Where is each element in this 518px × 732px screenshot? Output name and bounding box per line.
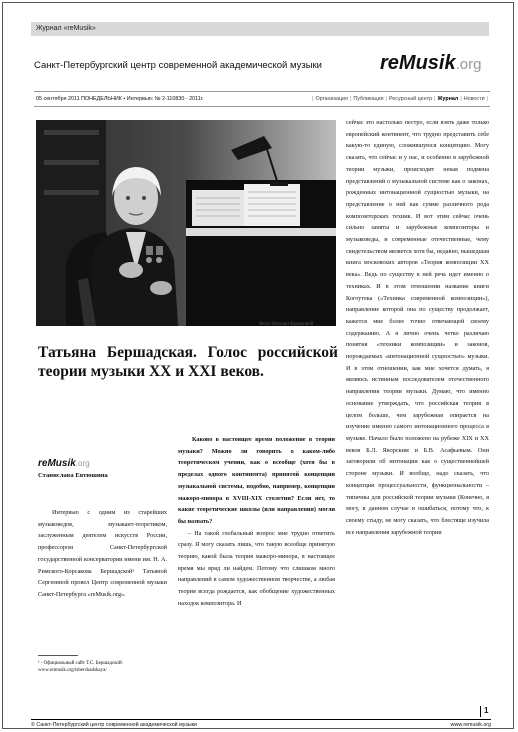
issue-info: 05 сентября 2011 ПОНЕДЕЛЬНИК • Интервью: № 2-110830 - 2011г. (36, 96, 204, 102)
nav-separator: | (312, 96, 314, 102)
author-logo-suffix: .org (75, 459, 90, 468)
portrait-photo (36, 120, 336, 326)
photo-credit: Фото Натальи Кравцовой (259, 322, 314, 327)
intro-paragraph: Интервью с одним из старейших музыковедов, музыкант-теоретиком, заслуженным деятелем искусств России, профессором Санкт-Петербургской государственной консерватории имени им. Н. А. Римского-Корсакова Бершадской¹ Татьяной Сергеевной провел Центр современной музыки Санкт-Петербурга «reMusik.org». (38, 509, 167, 598)
author-name: Станислава Евтюшина (38, 472, 108, 479)
footer-rule (31, 719, 491, 720)
interview-answer-continued: сейчас это настолько пестро, если взять даже только европейский континент, что трудно представить себе какую-то единую, сложившуюся концепцию. Могу сказать, что сейчас и у нас, и особенно в зарубежной теории музыки, происходит некая подмена представлений о музыкальной системе как о законах, рожденных интонационной сущностью музыки, на представление о ней как сумме различного рода композиторских техник. И вот этим сейчас очень сильно заняты и зарубежные композиторы и музыковеды, и современные отечественные, чему свидетельством является хотя бы, недавно, вышедшая книга московских авторов «Теория композиции XX века». Ведь по существу в ней речь идет именно о техниках. И в этом отношении название книги Когоутека («Техника современной композиции»), направление которой она по существу продолжает, кажется мне более точно отвечающей своему содержанию. А я лично очень четко различаю понятия «техники композиции» и законов, порождаемых «интонационной сущностью» музыки. И в этом отношении, как мне хочется думать, я являюсь истинным последователем отечественного направления теории музыки. Думаю, что именно основание утверждать, что российская теория в целом больше, чем зарубежная опирается на изучение именно самого интонационного процесса в музыке. Начало было положено на рубеже XIX и XX веков Б.Л. Яворским и Б.В. Асафьевым. Они заговорили об интонации как о существеннейшей стороне музыки. И вообще, надо сказать, что концепции процессуальности, функциональности – типичны для российской теории музыки (Конечно, я могу, в данном случае и ошибаться, потому что, к своему стыду, не могу сказать, что блестяще изучила все направления зарубежной теории (346, 119, 489, 536)
nav-item-resource-center[interactable]: Ресурсный центр (388, 96, 433, 102)
journal-bar (31, 22, 489, 36)
footnote: ¹ - Официальный сайт Т.С. Бершадской: www.remusik.org/tsbershadskaya/ (38, 661, 123, 673)
nav-item-news[interactable]: Новости (463, 96, 485, 102)
footer-site-link[interactable]: www.remusik.org (450, 722, 491, 728)
interview-column-middle (178, 434, 335, 610)
nav-item-organization[interactable]: Организация (315, 96, 348, 102)
footnote-rule (38, 655, 78, 656)
interview-question: Каково в настоящее время положение в теории музыки? Можно ли говорить о каком-либо теоретическом учении, как о всеобще (хотя бы в пределах одного континента) принятой концепции музыкальной системы, подобно, например, концепции мажоро-минора в XVIII-XIX столетии? Если нет, то какие теоретические школы (или направления) могли бы назвать? (178, 436, 335, 525)
page-number: 1 (484, 706, 489, 715)
journal-label: Журнал «reMusik» (36, 25, 96, 32)
nav-separator: | (385, 96, 387, 102)
portrait-photo-graphic (36, 120, 336, 326)
article-headline: Татьяна Бершадская. Голос российской теории музыки XX и XXI веков. (38, 344, 338, 380)
nav-separator: | (460, 96, 462, 102)
intro-column (38, 507, 167, 601)
nav-separator: | (349, 96, 352, 102)
center-title: Санкт-Петербургский центр современной академической музыки (34, 60, 322, 71)
remusik-logo[interactable] (380, 52, 481, 75)
site-nav (312, 92, 488, 106)
nav-item-publication[interactable]: Публикация (353, 96, 384, 102)
page-number-divider (480, 706, 481, 717)
interview-answer-start: – На такой глобальный вопрос мне трудно ответить сразу. Я могу сказать лишь, что такую всеобще принятую теорию, какой была теория мажоро-минора, в настоящее время мы вряд ли найдем. Потому что слишком много направлений в самом художественном творчестве, а любая теория всегда рождается, как обобщение художественных находок композитора. И (178, 529, 335, 607)
footer-copyright: © Санкт-Петербургский центр современной академической музыки (31, 722, 197, 728)
author-logo-main: reMusik (38, 458, 76, 469)
logo-suffix: .org (455, 56, 482, 73)
interview-column-right (346, 117, 489, 538)
author-logo (38, 453, 90, 471)
nav-item-journal[interactable]: Журнал (437, 96, 459, 102)
nav-separator: | (434, 96, 436, 102)
logo-main: reMusik (380, 52, 456, 74)
meta-line (34, 91, 490, 107)
nav-separator: | (486, 96, 488, 102)
